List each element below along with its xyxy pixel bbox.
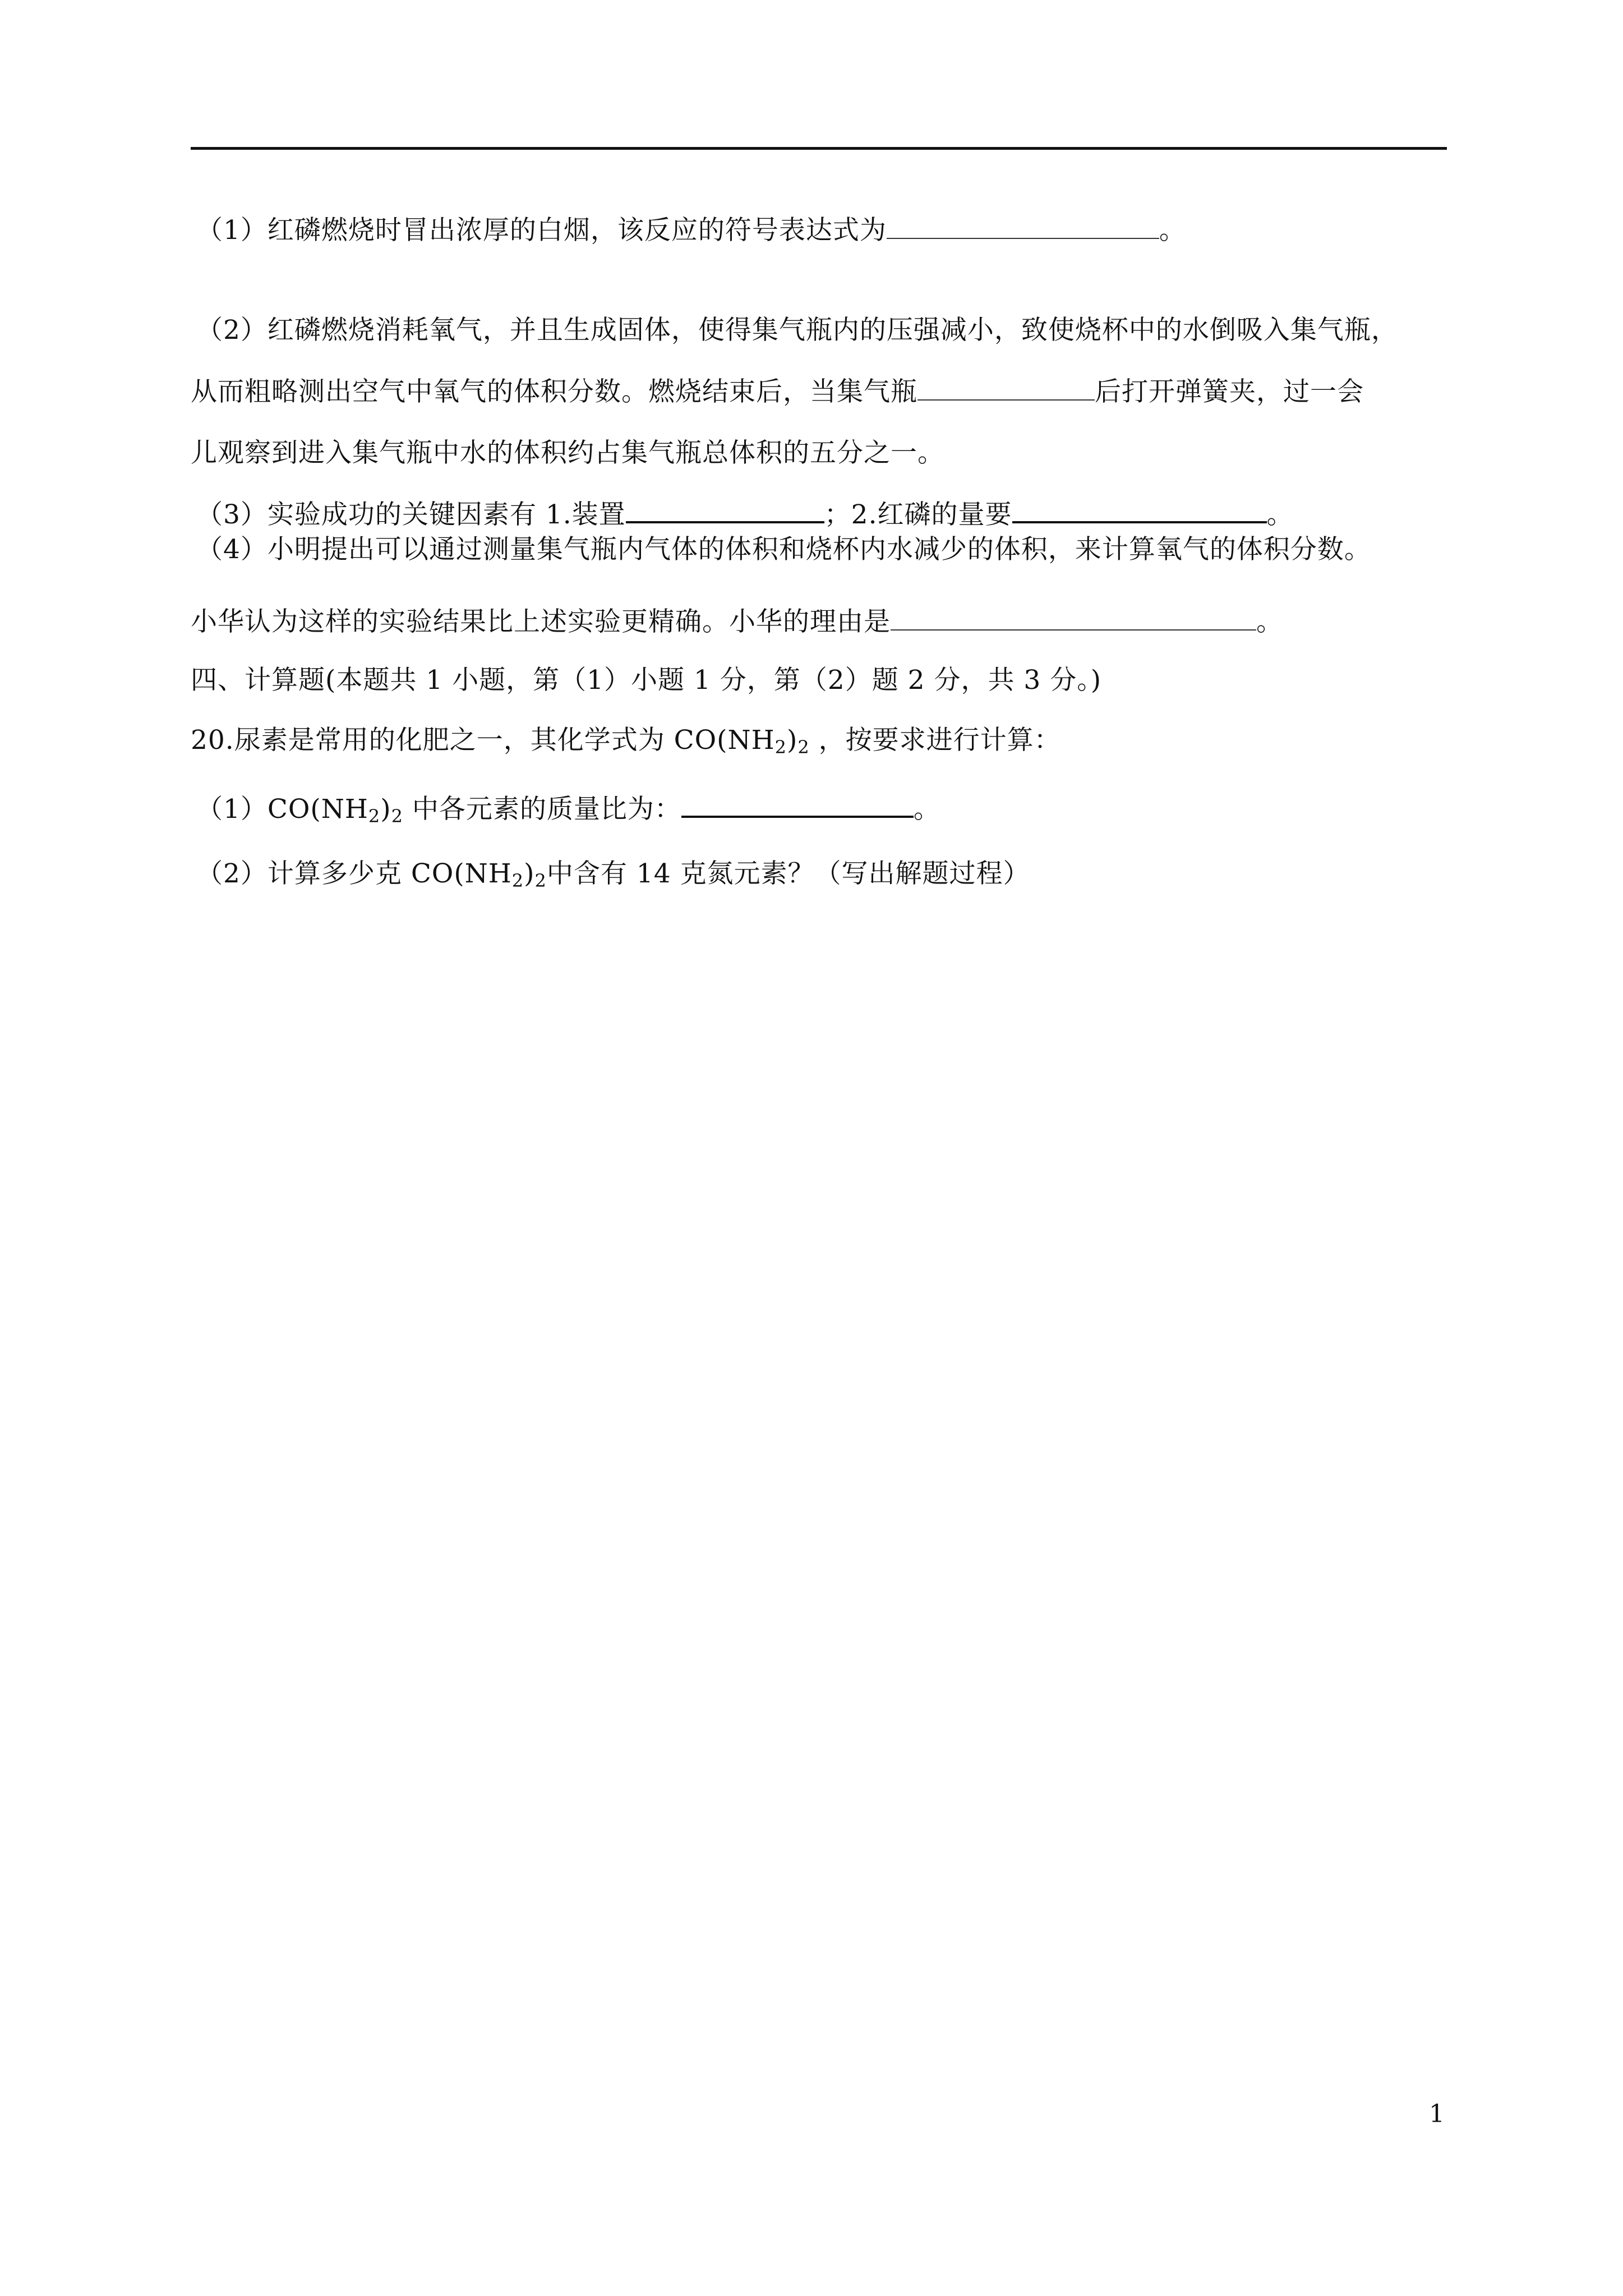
section-4-heading-text: 四、计算题(本题共 1 小题，第（1）小题 1 分，第（2）题 2 分，共 3 分。)	[191, 665, 1102, 696]
q19-p4-line1: （4）小明提出可以通过测量集气瓶内气体的体积和烧杯内水减少的体积，来计算氧气的体积分数。	[196, 534, 1371, 565]
question-19-part-3	[196, 496, 1294, 532]
answer-blank-mass-ratio[interactable]	[681, 791, 914, 818]
q19-p2-line1: （2）红磷燃烧消耗氧气，并且生成固体，使得集气瓶内的压强减小，致使烧杯中的水倒吸入集气瓶，	[196, 315, 1398, 346]
q20-stem-subscript-2: 2	[797, 737, 810, 758]
q19-p1-text: （1）红磷燃烧时冒出浓厚的白烟，该反应的符号表达式为	[196, 215, 887, 246]
q20-p1-paren: )	[380, 794, 391, 825]
q20-stem-text: 20.尿素是常用的化肥之一，其化学式为 CO(NH	[191, 725, 775, 756]
q20-p2-subscript-1: 2	[511, 870, 524, 891]
question-19-part-1	[196, 213, 1186, 247]
question-19-part-2-line-2	[191, 375, 1364, 409]
q19-p2-line3: 儿观察到进入集气瓶中水的体积约占集气瓶总体积的五分之一。	[191, 438, 944, 468]
question-19-part-4-line-1	[196, 533, 1371, 567]
answer-blank-phosphorus-amount[interactable]	[1012, 496, 1267, 523]
q19-p1-suffix: 。	[1159, 215, 1186, 246]
answer-blank-apparatus[interactable]	[626, 496, 824, 523]
q19-p4-line2-text: 小华认为这样的实验结果比上述实验更精确。小华的理由是	[191, 606, 891, 637]
answer-blank-reaction-expression[interactable]	[887, 213, 1159, 239]
question-19-part-2-line-1	[196, 314, 1398, 347]
q20-stem-subscript-1: 2	[774, 737, 787, 758]
question-19-part-2-line-3	[191, 436, 944, 470]
q19-p4-line2-suffix: 。	[1256, 606, 1283, 637]
q19-p2-line2-text: 从而粗略测出空气中氧气的体积分数。燃烧结束后，当集气瓶	[191, 376, 917, 407]
q20-p1-suffix: 。	[913, 794, 940, 825]
header-rule	[191, 147, 1447, 150]
question-20-part-2	[196, 857, 1030, 898]
question-20-stem	[191, 724, 1061, 764]
q20-stem-suffix: ，按要求进行计算：	[809, 725, 1061, 756]
answer-blank-bottle-condition[interactable]	[917, 375, 1095, 401]
q20-p2-text: （2）计算多少克 CO(NH	[196, 858, 512, 889]
q20-p1-subscript-1: 2	[368, 806, 381, 827]
section-4-heading	[191, 664, 1101, 697]
question-19-part-4-line-2	[191, 605, 1283, 639]
q20-stem-paren: )	[787, 725, 798, 756]
q20-p2-question: 中含有 14 克氮元素？（写出解题过程）	[546, 858, 1030, 889]
q20-p2-subscript-2: 2	[534, 870, 547, 891]
answer-blank-reason[interactable]	[891, 605, 1256, 631]
q19-p3-suffix: 。	[1266, 499, 1294, 530]
q20-p1-question: 中各元素的质量比为：	[403, 794, 681, 825]
q20-p2-paren: )	[524, 858, 535, 889]
question-20-part-1	[196, 791, 940, 833]
page-number: 1	[1429, 2100, 1445, 2128]
q19-p2-line2-suffix: 后打开弹簧夹，过一会	[1095, 376, 1364, 407]
q20-p1-subscript-2: 2	[391, 806, 403, 827]
q20-p1-text: （1）CO(NH	[196, 794, 368, 825]
q19-p3-middle: ；2.红磷的量要	[824, 499, 1012, 530]
q19-p3-text: （3）实验成功的关键因素有 1.装置	[196, 499, 626, 530]
